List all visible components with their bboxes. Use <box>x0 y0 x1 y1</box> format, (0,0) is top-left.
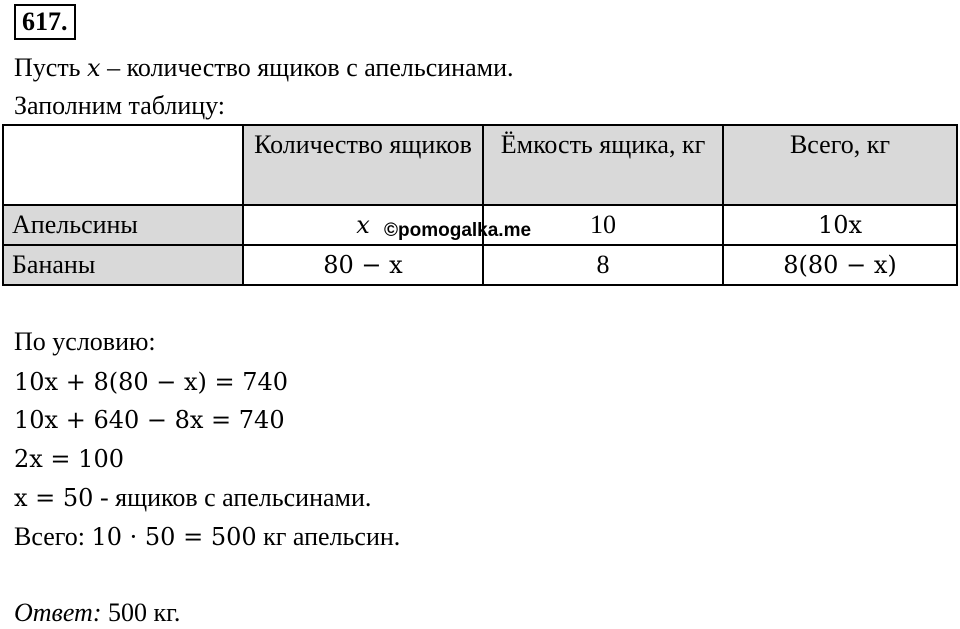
intro-pre: Пусть <box>14 53 88 82</box>
row-total: 8(80 − x) <box>723 245 957 285</box>
intro-line <box>14 52 514 84</box>
data-table <box>2 124 958 286</box>
equation-line: 2x = 100 <box>14 445 124 473</box>
answer-value: 500 кг. <box>101 598 181 627</box>
problem-number: 617. <box>14 4 76 40</box>
intro-post: – количество ящиков с апельсинами. <box>100 53 514 82</box>
solution-math: x = 50 <box>14 484 94 512</box>
row-label: Апельсины <box>3 205 243 245</box>
intro-var: x <box>87 54 101 82</box>
equation-line: 10x + 8(80 − x) = 740 <box>14 368 289 396</box>
table-row <box>3 245 957 285</box>
table-header-count: Количество ящиков <box>243 125 483 205</box>
equation-line: 10x + 640 − 8x = 740 <box>14 406 285 434</box>
answer-label: Ответ: <box>14 598 102 627</box>
row-label: Бананы <box>3 245 243 285</box>
table-header-corner <box>3 125 243 205</box>
table-header-row <box>3 125 957 205</box>
total-math: 10 · 50 = 500 <box>91 523 257 551</box>
table-header-capacity: Ёмкость ящика, кг <box>483 125 723 205</box>
row-count: x <box>243 205 483 245</box>
fill-table-line: Заполним таблицу: <box>14 91 226 120</box>
table-header-total: Всего, кг <box>723 125 957 205</box>
row-capacity: 10 <box>483 205 723 245</box>
answer-line <box>14 597 180 629</box>
condition-line: По условию: <box>14 327 156 356</box>
row-total: 10x <box>723 205 957 245</box>
solution-line <box>14 482 371 514</box>
row-count: 80 − x <box>243 245 483 285</box>
row-capacity: 8 <box>483 245 723 285</box>
total-post: кг апельсин. <box>256 522 401 551</box>
total-line <box>14 521 400 553</box>
solution-text: - ящиков с апельсинами. <box>93 483 372 512</box>
watermark: ©pomogalka.me <box>384 220 532 241</box>
total-pre: Всего: <box>14 522 92 551</box>
